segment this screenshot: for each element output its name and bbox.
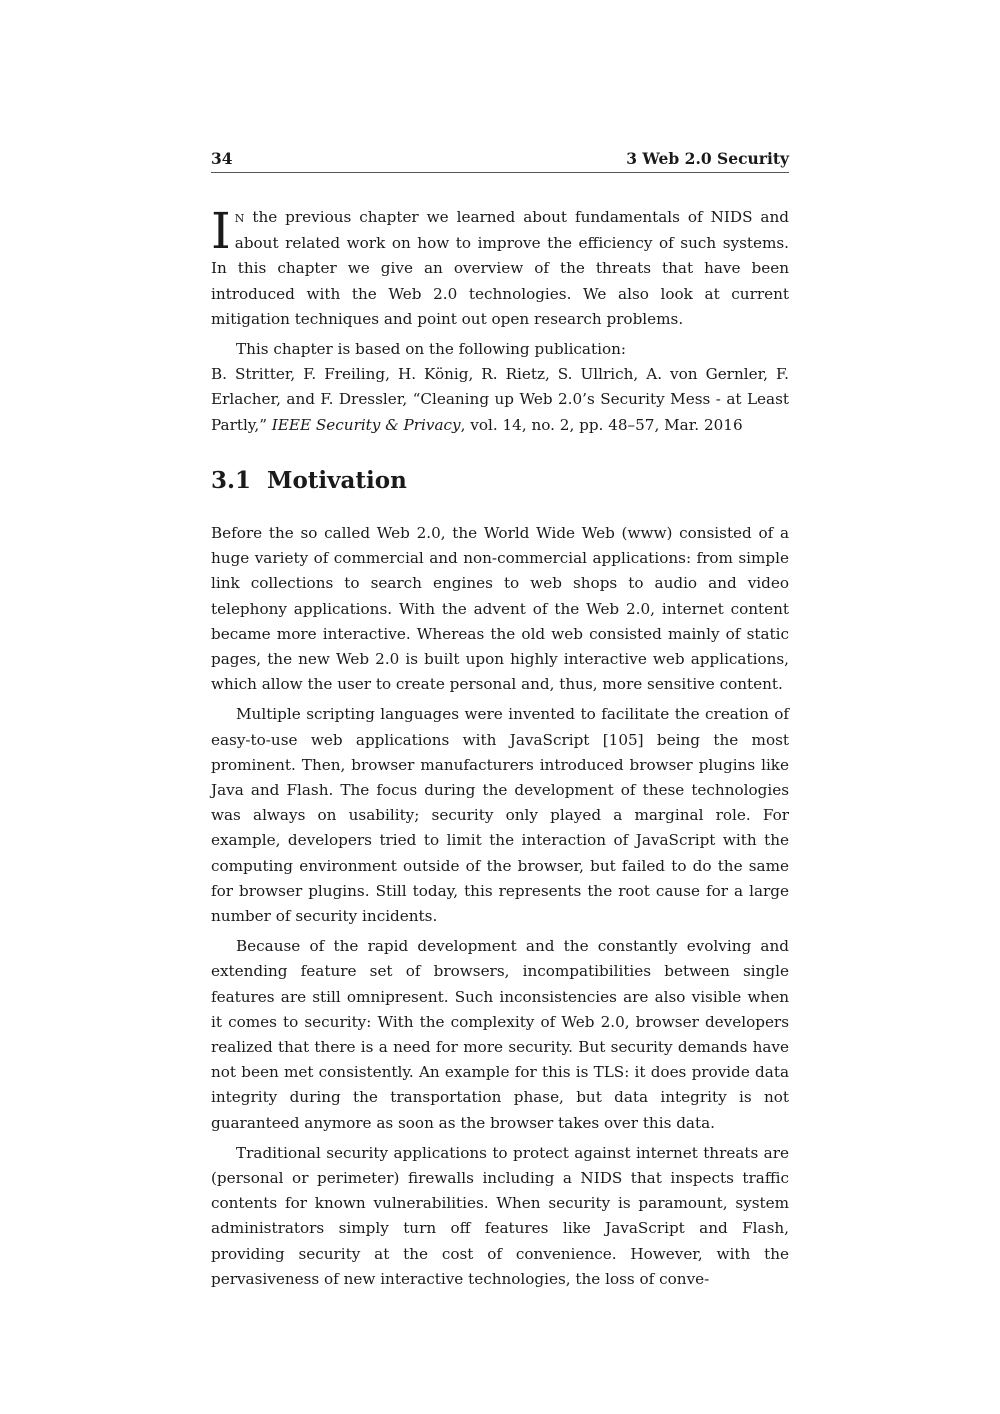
chapter-intro bbox=[211, 202, 789, 438]
intro-paragraph bbox=[211, 202, 789, 332]
publication-intro: This chapter is based on the following publication: bbox=[236, 340, 626, 359]
running-header bbox=[211, 148, 789, 173]
body-paragraph: Traditional security applications to protect against internet threats are (personal or perimeter) firewalls including a NIDS that inspects traffic contents for known vulnerabilities. When security is paramount, system administrators simply turn off features like JavaScript and Flash, providing security at the cost of convenience. However, with the pervasiveness of new interactive technologies, the loss of conve- bbox=[211, 1143, 789, 1288]
citation-authors-title: B. Stritter, F. Freiling, H. König, R. Rietz, S. Ullrich, A. von Gernler, F. Erlacher, and F. Dressler, “Cleaning up Web 2.0’s Security Mess - at Least Partly,” bbox=[211, 365, 789, 434]
chapter-title: 3 Web 2.0 Security bbox=[626, 149, 789, 168]
citation-journal: IEEE Security & Privacy bbox=[271, 415, 461, 434]
page-number: 34 bbox=[211, 149, 233, 168]
section-title: Motivation bbox=[267, 467, 407, 494]
publication-citation bbox=[211, 362, 789, 438]
section-heading bbox=[211, 467, 789, 494]
drop-cap: I bbox=[211, 202, 231, 260]
body-paragraph: Multiple scripting languages were invented to facilitate the creation of easy-to-use web applications with JavaScript [105] being the most prominent. Then, browser manufacturers introduced browser plugins like Java and Flash. The focus during the development of these technologies was always on usability; security only played a marginal role. For example, developers tried to limit the interaction of JavaScript with the computing environment outside of the browser, but failed to do the same for browser plugins. Still today, this represents the root cause for a large number of security incidents. bbox=[211, 705, 789, 926]
small-cap-letter: N bbox=[234, 212, 245, 225]
body-paragraph: Before the so called Web 2.0, the World Wide Web (www) consisted of a huge variety of commercial and non-commercial applications: from simple link collections to search engines to web shops to audio and video telephony applications. With the advent of the Web 2.0, internet content became more interactive. Whereas the old web consisted mainly of static pages, the new Web 2.0 is built upon highly interactive web applications, which allow the user to create personal and, thus, more sensitive content. bbox=[211, 524, 789, 694]
section-body bbox=[211, 521, 789, 1297]
body-paragraph: Because of the rapid development and the constantly evolving and extending feature set of browsers, incompatibilities between single features are still omnipresent. Such inconsistencies are also visible when it comes to security: With the complexity of Web 2.0, browser developers realized that there is a need for more security. But security demands have not been met consistently. An example for this is TLS: it does provide data integrity during the transportation phase, but data integrity is not guaranteed anymore as soon as the browser takes over this data. bbox=[211, 937, 789, 1132]
section-number: 3.1 bbox=[211, 467, 252, 494]
citation-details: , vol. 14, no. 2, pp. 48–57, Mar. 2016 bbox=[460, 415, 743, 434]
intro-paragraph-text: the previous chapter we learned about fundamentals of NIDS and about related work on how to improve the efficiency of such systems. In this chapter we give an overview of the threats that have been introduced with the Web 2.0 technologies. We also look at current mitigation techniques and point out open research problems. bbox=[211, 208, 789, 328]
